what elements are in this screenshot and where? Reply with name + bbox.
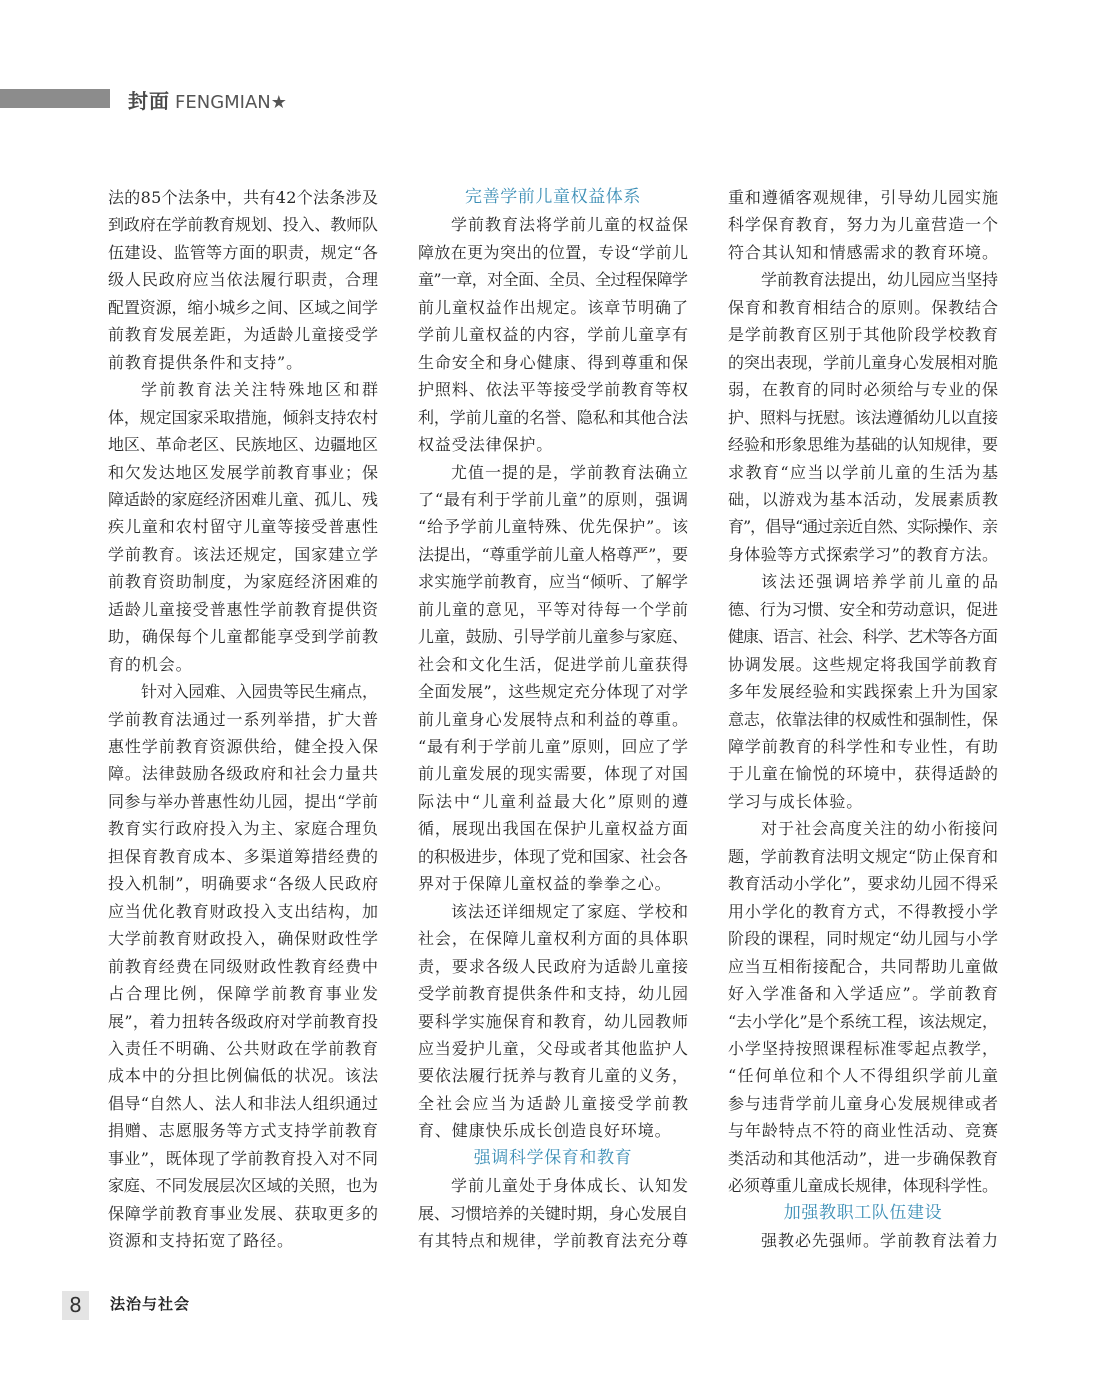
body-text-line: 受学前教育提供条件和支持，幼儿园 <box>418 984 689 1004</box>
body-text-line: 符合其认知和情感需求的教育环境。 <box>728 242 999 262</box>
body-text-line: 前教育经费在同级财政性教育经费中 <box>108 956 379 976</box>
body-text-line: 家庭、不同发展层次区域的关照，也为 <box>108 1176 378 1196</box>
body-text-line: “去小学化”是个系统工程，该法规定， <box>728 1011 998 1031</box>
body-text-line: 保障学前教育事业发展、获取更多的 <box>108 1203 379 1223</box>
page-number: 8 <box>62 1291 89 1320</box>
body-text-line: 是学前教育区别于其他阶段学校教育 <box>728 325 999 345</box>
body-text-line: 前儿童权益作出规定。该章节明确了 <box>418 297 689 317</box>
body-text-line: 大学前教育财政投入，确保财政性学 <box>108 929 379 949</box>
body-text-line: 学前教育法关注特殊地区和群 <box>141 380 381 400</box>
body-text-line: 针对入园难、入园贵等民生痛点， <box>141 682 378 702</box>
body-text-line: “任何单位和个人不得组织学前儿童 <box>728 1066 1000 1086</box>
body-text-line: 入责任不明确、公共财政在学前教育 <box>108 1038 379 1058</box>
body-text-line: 资源和支持拓宽了路径。 <box>108 1231 294 1251</box>
body-text-line: 倡导“自然人、法人和非法人组织通过 <box>108 1093 379 1113</box>
body-text-line: 学前儿童权益的内容，学前儿童享有 <box>418 325 689 345</box>
body-text-line: 前儿童的意见，平等对待每一个学前 <box>418 599 689 619</box>
body-text-line: 惠性学前教育资源供给，健全投入保 <box>108 737 379 756</box>
text-column-2 <box>418 184 691 1255</box>
body-text-line: 体，规定国家采取措施，倾斜支持农村 <box>108 407 378 427</box>
body-text-line: 必须尊重儿童成长规律，体现科学性。 <box>728 1176 998 1196</box>
section-title-cn: 封面 <box>128 89 170 113</box>
body-text-line: 级人民政府应当依法履行职责，合理 <box>108 270 379 290</box>
body-text-line: 科学保育教育，努力为儿童营造一个 <box>728 215 999 235</box>
body-text-line: 成本中的分担比例偏低的状况。该法 <box>108 1066 379 1086</box>
text-column-3 <box>728 184 1001 1255</box>
body-text-line: 障适龄的家庭经济困难儿童、孤儿、残 <box>108 489 378 509</box>
body-text-line: 护、照料与抚慰。该法遵循幼儿以直接 <box>728 407 998 427</box>
body-text-line: 前教育发展差距，为适龄儿童接受学 <box>108 325 379 345</box>
body-text-line: “给予学前儿童特殊、优先保护”。该 <box>418 517 689 537</box>
body-text-line: 要依法履行抚养与教育儿童的义务， <box>418 1066 689 1086</box>
body-text-line: 法提出，“尊重学前儿童人格尊严”，要 <box>418 544 688 564</box>
body-text-line: 事业”，既体现了学前教育投入对不同 <box>108 1148 379 1168</box>
body-text-line: 弱，在教育的同时必须给与专业的保 <box>728 380 999 400</box>
body-text-line: 地区、革命老区、民族地区、边疆地区 <box>108 435 378 455</box>
body-text-line: 阶段的课程，同时规定“幼儿园与小学 <box>728 929 999 949</box>
body-text-line: 健康、语言、社会、科学、艺术等各方面 <box>728 627 997 647</box>
body-text-line: 助，确保每个儿童都能享受到学前教 <box>108 627 379 647</box>
body-text-line: 担保育教育成本、多渠道筹措经费的 <box>108 846 379 866</box>
section-heading: 加强教职工队伍建设 <box>783 1202 943 1223</box>
body-text-line: 好入学准备和入学适应”。学前教育 <box>728 984 1000 1004</box>
body-text-line: 同参与举办普惠性幼儿园，提出“学前 <box>108 791 379 811</box>
body-text-line: 学前儿童处于身体成长、认知发 <box>451 1176 689 1196</box>
body-text-line: 社会，在保障儿童权利方面的具体职 <box>418 929 689 949</box>
body-text-line: 学习与成长体验。 <box>728 791 864 811</box>
body-text-line: 前儿童发展的现实需要，体现了对国 <box>418 764 689 784</box>
body-text-line: 要科学实施保育和教育，幼儿园教师 <box>418 1011 689 1031</box>
body-text-line: 经验和形象思维为基础的认知规律，要 <box>728 435 998 455</box>
body-text-line: 学前教育。该法还规定，国家建立学 <box>108 544 379 564</box>
body-text-line: 伍建设、监管等方面的职责，规定“各 <box>108 242 379 262</box>
body-text-line: 际法中“儿童利益最大化”原则的遵 <box>418 791 690 811</box>
body-text-line: 强教必先强师。学前教育法着力 <box>761 1231 999 1251</box>
body-text-line: 全面发展”，这些规定充分体现了对学 <box>418 682 689 702</box>
body-text-line: 身体验等方式探索学习”的教育方法。 <box>728 544 999 564</box>
body-text-line: 童”一章，对全面、全员、全过程保障学 <box>418 270 688 290</box>
body-text-line: 学前教育法将学前儿童的权益保 <box>451 215 689 235</box>
body-text-line: 疾儿童和农村留守儿童等接受普惠性 <box>108 517 379 537</box>
body-text-line: 小学坚持按照课程标准零起点教学， <box>728 1038 999 1058</box>
body-text-line: 障。法律鼓励各级政府和社会力量共 <box>108 764 379 784</box>
body-text-line: 捐赠、志愿服务等方式支持学前教育 <box>108 1121 379 1141</box>
body-text-line: 了“最有利于学前儿童”的原则，强调 <box>418 489 689 509</box>
section-title-en: FENGMIAN★ <box>175 92 287 113</box>
section-heading: 完善学前儿童权益体系 <box>465 187 641 207</box>
body-text-line: 前儿童身心发展特点和利益的尊重。 <box>418 709 689 729</box>
body-text-line: 求实施学前教育，应当“倾听、了解学 <box>418 572 689 592</box>
body-text-line: 法的85个法条中，共有42个法条涉及 <box>108 188 379 207</box>
body-text-line: 权益受法律保护。 <box>418 435 554 455</box>
body-text-line: 多年发展经验和实践探索上升为国家 <box>728 682 999 702</box>
magazine-name: 法治与社会 <box>110 1295 191 1313</box>
body-text-line: 育”，倡导“通过亲近自然、实际操作、亲 <box>728 517 997 537</box>
body-text-line: 儿童，鼓励、引导学前儿童参与家庭、 <box>418 627 688 647</box>
body-text-line: 应当互相衔接配合，共同帮助儿童做 <box>728 956 999 976</box>
body-text-line: 应当爱护儿童，父母或者其他监护人 <box>418 1038 689 1058</box>
body-text-line: 生命安全和身心健康、得到尊重和保 <box>418 352 689 372</box>
body-text-line: 到政府在学前教育规划、投入、教师队 <box>108 215 378 235</box>
body-text-line: 题，学前教育法明文规定“防止保育和 <box>728 846 999 866</box>
body-text-line: 求教育“应当以学前儿童的生活为基 <box>728 462 1000 482</box>
body-text-line: 础，以游戏为基本活动，发展素质教 <box>728 489 999 509</box>
body-text-line: 前教育资助制度，为家庭经济困难的 <box>108 572 379 592</box>
body-text-line: 责，要求各级人民政府为适龄儿童接 <box>418 956 689 976</box>
body-text-line: 参与违背学前儿童身心发展规律或者 <box>728 1093 999 1113</box>
body-text-line: 德、行为习惯、安全和劳动意识，促进 <box>728 599 998 619</box>
body-text-line: 和欠发达地区发展学前教育事业；保 <box>108 462 379 482</box>
body-text-line: “最有利于学前儿童”原则，回应了学 <box>418 737 689 756</box>
body-text-line: 重和遵循客观规律，引导幼儿园实施 <box>728 188 999 207</box>
body-text-line: 护照料、依法平等接受学前教育等权 <box>418 380 689 400</box>
body-text-line: 展”，着力扭转各级政府对学前教育投 <box>108 1011 379 1031</box>
body-text-line: 教育活动小学化”，要求幼儿园不得采 <box>728 874 999 894</box>
text-column-1 <box>108 184 381 1255</box>
body-text-line: 该法还详细规定了家庭、学校和 <box>451 901 689 921</box>
body-text-line: 保育和教育相结合的原则。保教结合 <box>728 297 999 317</box>
body-text-line: 循，展现出我国在保护儿童权益方面 <box>418 819 689 839</box>
body-text-line: 育、健康快乐成长创造良好环境。 <box>418 1121 672 1141</box>
body-text-line: 意志，依靠法律的权威性和强制性，保 <box>728 709 998 729</box>
body-text-line: 利，学前儿童的名誉、隐私和其他合法 <box>418 407 688 427</box>
body-text-line: 类活动和其他活动”，进一步确保教育 <box>728 1148 999 1168</box>
body-text-line: 的积极进步，体现了党和国家、社会各 <box>418 846 688 866</box>
body-text-line: 协调发展。这些规定将我国学前教育 <box>728 654 999 674</box>
body-text-line: 尤值一提的是，学前教育法确立 <box>451 462 689 482</box>
body-text-line: 有其特点和规律，学前教育法充分尊 <box>418 1231 689 1251</box>
body-text-line: 障放在更为突出的位置，专设“学前儿 <box>418 242 689 262</box>
body-text-line: 界对于保障儿童权益的拳拳之心。 <box>418 874 672 894</box>
body-text-line: 全社会应当为适龄儿童接受学前教 <box>418 1093 691 1113</box>
body-text-line: 教育实行政府投入为主、家庭合理负 <box>108 819 379 839</box>
body-text-line: 育的机会。 <box>108 654 193 674</box>
body-text-line: 障学前教育的科学性和专业性，有助 <box>728 737 999 756</box>
body-text-line: 的突出表现，学前儿童身心发展相对脆 <box>728 352 998 372</box>
header-gray-bar <box>0 89 110 108</box>
body-text-line: 适龄儿童接受普惠性学前教育提供资 <box>108 599 379 619</box>
section-header <box>128 86 287 116</box>
body-text-line: 用小学化的教育方式，不得教授小学 <box>728 901 999 921</box>
body-text-line: 与年龄特点不符的商业性活动、竞赛 <box>728 1121 999 1141</box>
body-text-line: 学前教育法通过一系列举措，扩大普 <box>108 709 379 729</box>
body-text-line: 投入机制”，明确要求“各级人民政府 <box>108 874 379 894</box>
body-text-line: 学前教育法提出，幼儿园应当坚持 <box>761 270 998 290</box>
body-text-line: 配置资源，缩小城乡之间、区域之间学 <box>108 297 378 317</box>
body-text-line: 社会和文化生活，促进学前儿童获得 <box>418 654 689 674</box>
section-heading: 强调科学保育和教育 <box>473 1147 633 1168</box>
body-text-line: 前教育提供条件和支持”。 <box>108 352 303 372</box>
body-text-line: 该法还强调培养学前儿童的品 <box>761 572 1001 592</box>
body-text-line: 占合理比例，保障学前教育事业发 <box>108 984 381 1004</box>
body-text-line: 对于社会高度关注的幼小衔接问 <box>761 819 999 839</box>
body-text-line: 展、习惯培养的关键时期，身心发展自 <box>418 1203 688 1223</box>
body-text-line: 于儿童在愉悦的环境中，获得适龄的 <box>728 764 999 784</box>
body-text-line: 应当优化教育财政投入支出结构，加 <box>108 901 379 921</box>
